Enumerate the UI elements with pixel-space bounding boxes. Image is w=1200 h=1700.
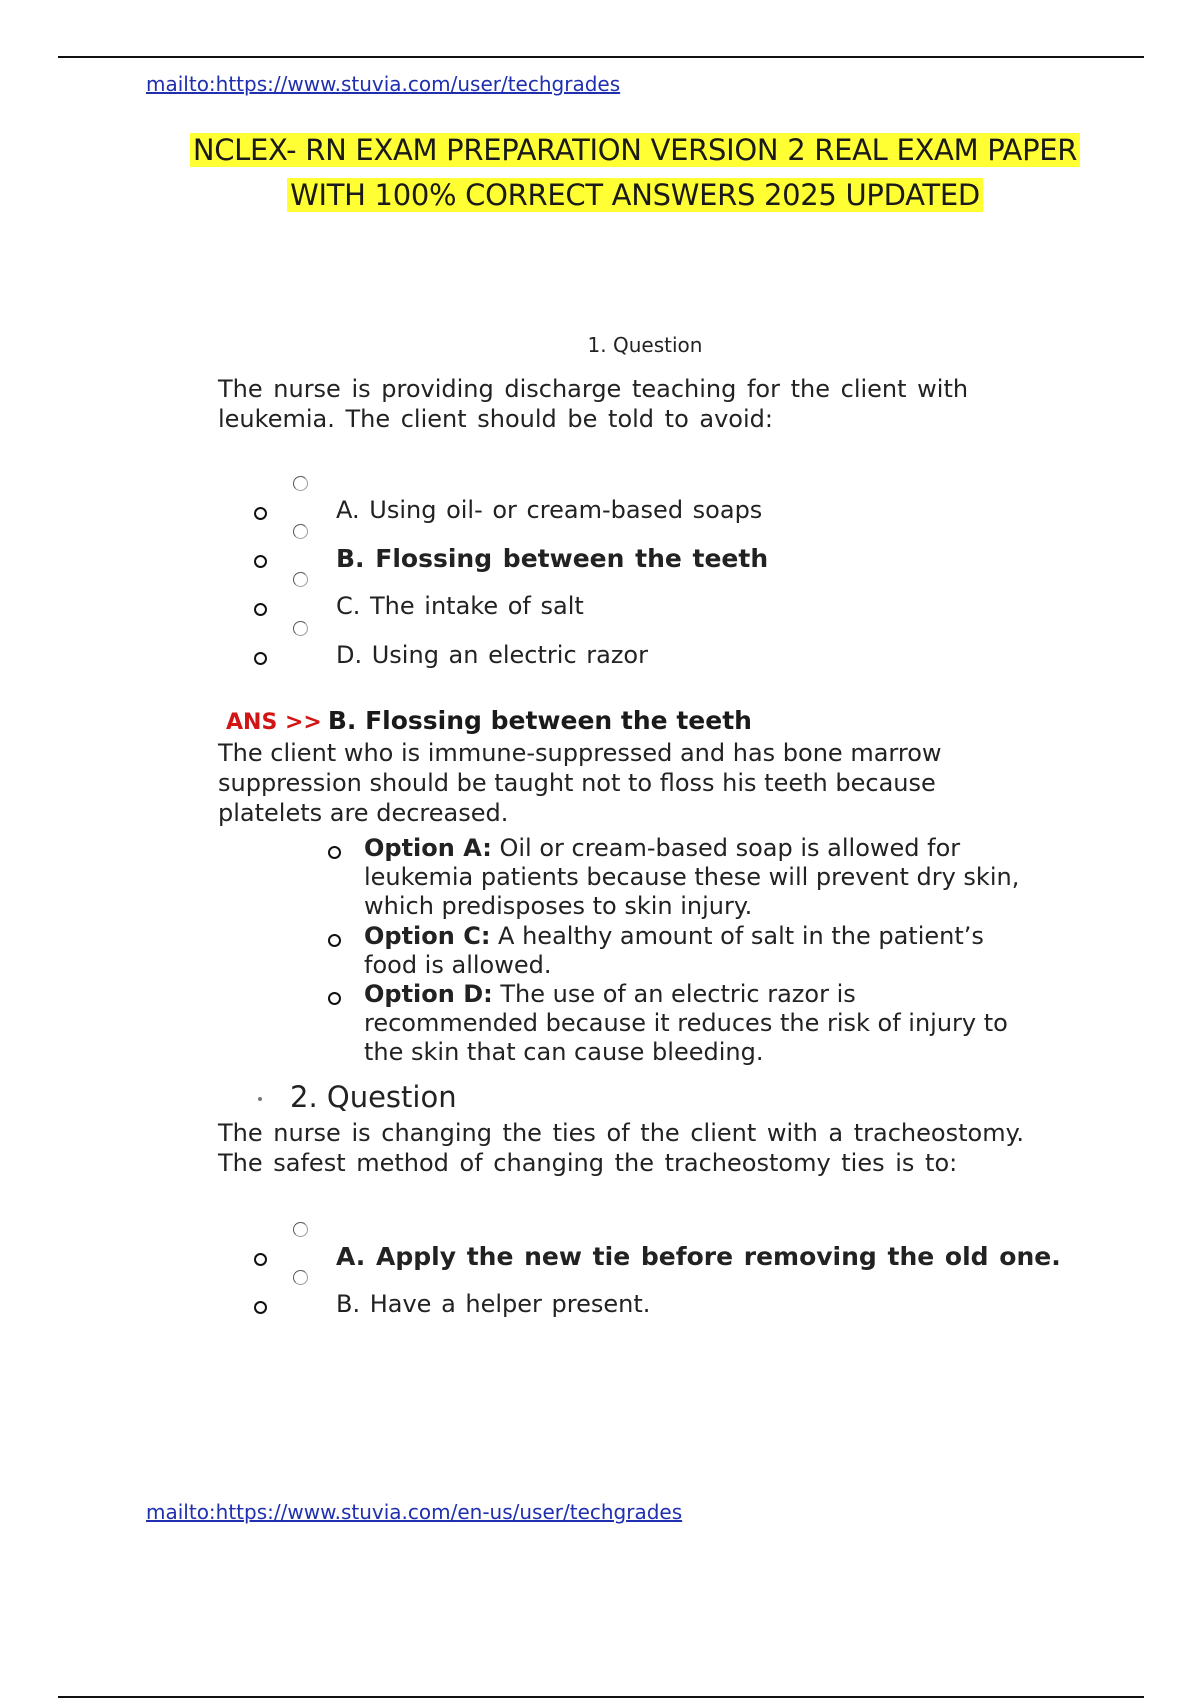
option-label: D. Using an electric razor [336, 641, 648, 669]
rationale-line-2: recommended because it reduces the risk of injury to [364, 1009, 1008, 1037]
answer-tag: ANS >> [226, 710, 322, 735]
explanation-line-3: platelets are decreased. [218, 799, 509, 827]
radio-button[interactable] [293, 1270, 308, 1285]
explanation-line-1: The client who is immune-suppressed and has bone marrow [218, 739, 942, 767]
bullet-icon [254, 603, 267, 616]
title-line-2: WITH 100% CORRECT ANSWERS 2025 UPDATED [287, 178, 983, 212]
answer-explanation [218, 738, 1078, 828]
question-1-text-line-2: leukemia. The client should be told to avoid: [218, 405, 773, 433]
title-line-1: NCLEX- RN EXAM PREPARATION VERSION 2 REAL EXAM PAPER [190, 133, 1080, 167]
bullet-icon [254, 652, 267, 665]
bottom-rule [58, 1696, 1144, 1698]
radio-button[interactable] [293, 524, 308, 539]
page-title [0, 128, 1200, 218]
question-2-text-line-2: The safest method of changing the tracheostomy ties is to: [218, 1149, 958, 1177]
rationale-line-2: food is allowed. [364, 951, 552, 979]
bullet-icon [254, 1301, 267, 1314]
rationale-line-1: The use of an electric razor is [492, 980, 856, 1008]
bullet-icon [328, 846, 341, 859]
rationale-label: Option C: [364, 922, 491, 950]
radio-button[interactable] [293, 1222, 308, 1237]
question-1-option-d[interactable] [0, 641, 1200, 681]
question-2-label: 2. Question [290, 1080, 457, 1114]
rationale-line-1: A healthy amount of salt in the patient’s [490, 922, 984, 950]
top-rule [58, 56, 1144, 58]
footer-link[interactable]: mailto:https://www.stuvia.com/en-us/user/techgrades [146, 1500, 683, 1524]
option-label: A. Apply the new tie before removing the old one. [336, 1242, 1061, 1271]
rationale-line-3: the skin that can cause bleeding. [364, 1038, 764, 1066]
option-label: C. The intake of salt [336, 592, 584, 620]
bullet-icon [254, 507, 267, 520]
rationale-text [364, 834, 1084, 921]
bullet-dot-icon [258, 1097, 262, 1101]
rationale-label: Option D: [364, 980, 493, 1008]
question-2-text-line-1: The nurse is changing the ties of the client with a tracheostomy. [218, 1119, 1024, 1147]
question-2-option-a[interactable] [0, 1242, 1200, 1282]
question-1-option-b[interactable] [0, 544, 1200, 584]
rationale-line-3: which predisposes to skin injury. [364, 892, 753, 920]
question-1-text-line-1: The nurse is providing discharge teaching for the client with [218, 375, 969, 403]
bullet-icon [254, 555, 267, 568]
answer-line [226, 706, 752, 735]
rationale-line-1: Oil or cream-based soap is allowed for [491, 834, 961, 862]
rationale-line-2: leukemia patients because these will prevent dry skin, [364, 863, 1020, 891]
question-1-option-c[interactable] [0, 592, 1200, 632]
bullet-icon [328, 992, 341, 1005]
radio-button[interactable] [293, 572, 308, 587]
radio-button[interactable] [293, 621, 308, 636]
question-1-label: 1. Question [587, 333, 703, 357]
question-1-text [218, 374, 1058, 434]
rationale-label: Option A: [364, 834, 492, 862]
rationale-text [364, 980, 1084, 1067]
option-label: B. Flossing between the teeth [336, 544, 769, 573]
question-2-option-b[interactable] [0, 1290, 1200, 1330]
rationale-text [364, 922, 1084, 980]
answer-text: B. Flossing between the teeth [327, 706, 752, 735]
radio-button[interactable] [293, 476, 308, 491]
header-link[interactable]: mailto:https://www.stuvia.com/user/techgrades [146, 72, 621, 96]
option-label: B. Have a helper present. [336, 1290, 651, 1318]
bullet-icon [254, 1253, 267, 1266]
bullet-icon [328, 934, 341, 947]
question-1-option-a[interactable] [0, 496, 1200, 536]
option-label: A. Using oil- or cream-based soaps [336, 496, 763, 524]
explanation-line-2: suppression should be taught not to floss his teeth because [218, 769, 936, 797]
question-2-text [218, 1118, 1058, 1178]
